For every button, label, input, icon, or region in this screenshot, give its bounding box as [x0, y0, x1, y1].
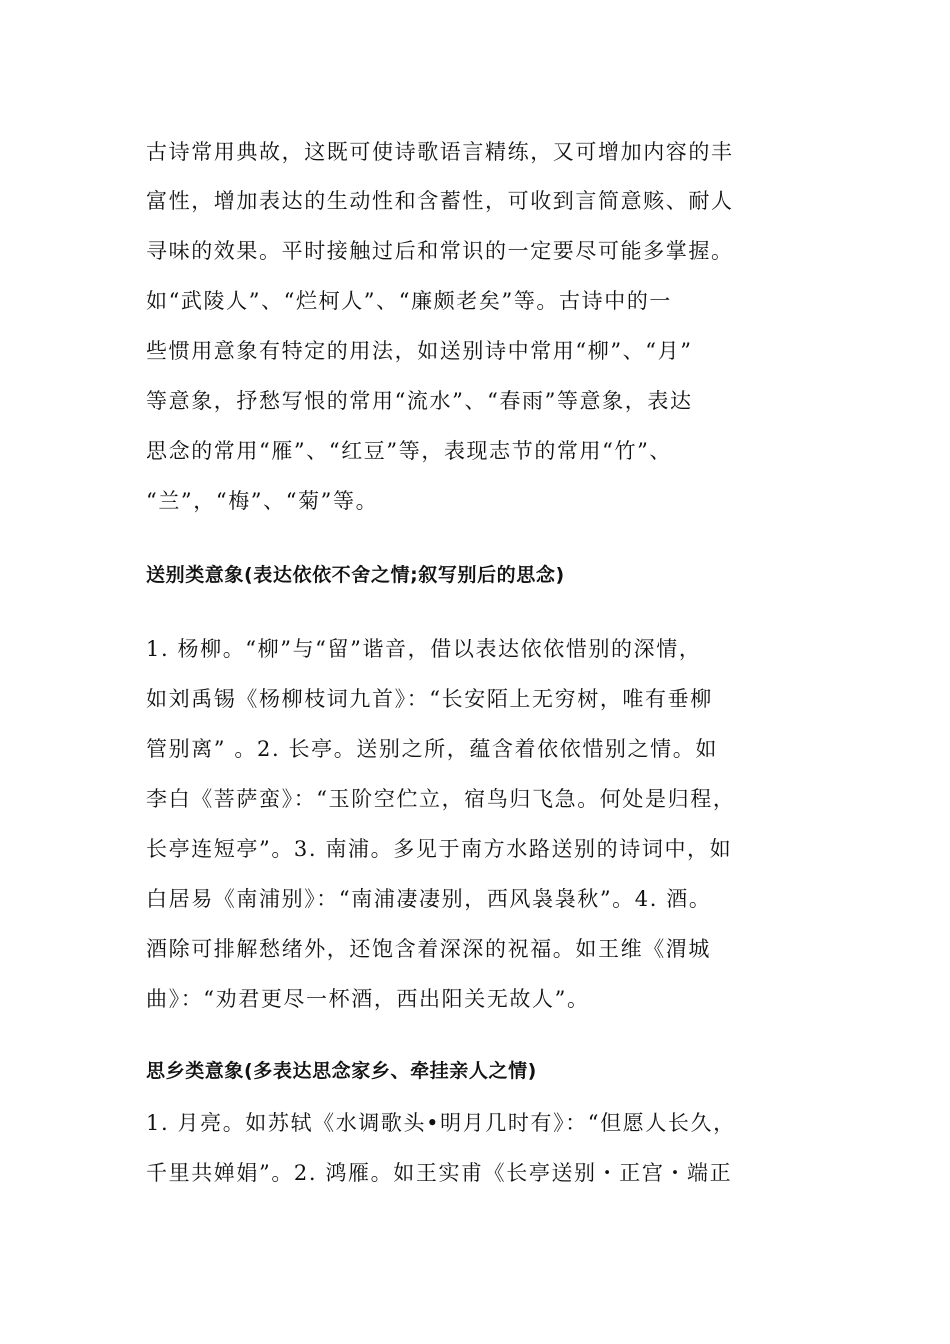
intro-line-4: 如“武陵人”、“烂柯人”、“廉颇老矣”等。古诗中的一: [146, 289, 673, 313]
intro-line-6: 等意象，抒愁写恨的常用“流水”、“春雨”等意象，表达: [146, 389, 693, 413]
farewell-line-2: 如刘禹锡《杨柳枝词九首》：“长安陌上无穷树，唯有垂柳: [146, 687, 713, 711]
intro-line-1: 古诗常用典故，这既可使诗歌语言精练，又可增加内容的丰: [146, 140, 734, 164]
farewell-line-8: 曲》：“劝君更尽一杯酒，西出阳关无故人”。: [146, 987, 590, 1011]
farewell-line-5: 长亭连短亭”。3. 南浦。多见于南方水路送别的诗词中，如: [146, 837, 733, 861]
intro-line-3: 寻味的效果。平时接触过后和常识的一定要尽可能多掌握。: [146, 239, 734, 263]
farewell-line-1: 1. 杨柳。“柳”与“留”谐音，借以表达依依惜别的深情，: [146, 637, 702, 661]
intro-line-7: 思念的常用“雁”、“红豆”等，表现志节的常用“竹”、: [146, 439, 673, 463]
intro-line-5: 些惯用意象有特定的用法，如送别诗中常用“柳”、“月”: [146, 339, 693, 363]
section-heading-farewell: 送别类意象(表达依依不舍之情;叙写别后的思念): [146, 564, 565, 586]
intro-line-2: 富性，增加表达的生动性和含蓄性，可收到言简意赅、耐人: [146, 189, 734, 213]
homesick-line-1: 1. 月亮。如苏轼《水调歌头•明月几时有》：“但愿人长久，: [146, 1111, 736, 1135]
intro-line-8: “兰”，“梅”、“菊”等。: [146, 489, 379, 513]
farewell-line-3: 管别离” 。2. 长亭。送别之所，蕴含着依依惜别之情。如: [146, 737, 718, 761]
farewell-line-7: 酒除可排解愁绪外，还饱含着深深的祝福。如王维《渭城: [146, 937, 711, 961]
farewell-line-4: 李白《菩萨蛮》：“玉阶空伫立，宿鸟归飞急。何处是归程，: [146, 787, 736, 811]
section-heading-homesick: 思乡类意象(多表达思念家乡、牵挂亲人之情): [146, 1060, 537, 1082]
farewell-line-6: 白居易《南浦别》：“南浦凄凄别，西风袅袅秋”。4. 酒。: [146, 887, 712, 911]
homesick-line-2: 千里共婵娟”。2. 鸿雁。如王实甫《长亭送别・正宫・端正: [146, 1161, 733, 1185]
